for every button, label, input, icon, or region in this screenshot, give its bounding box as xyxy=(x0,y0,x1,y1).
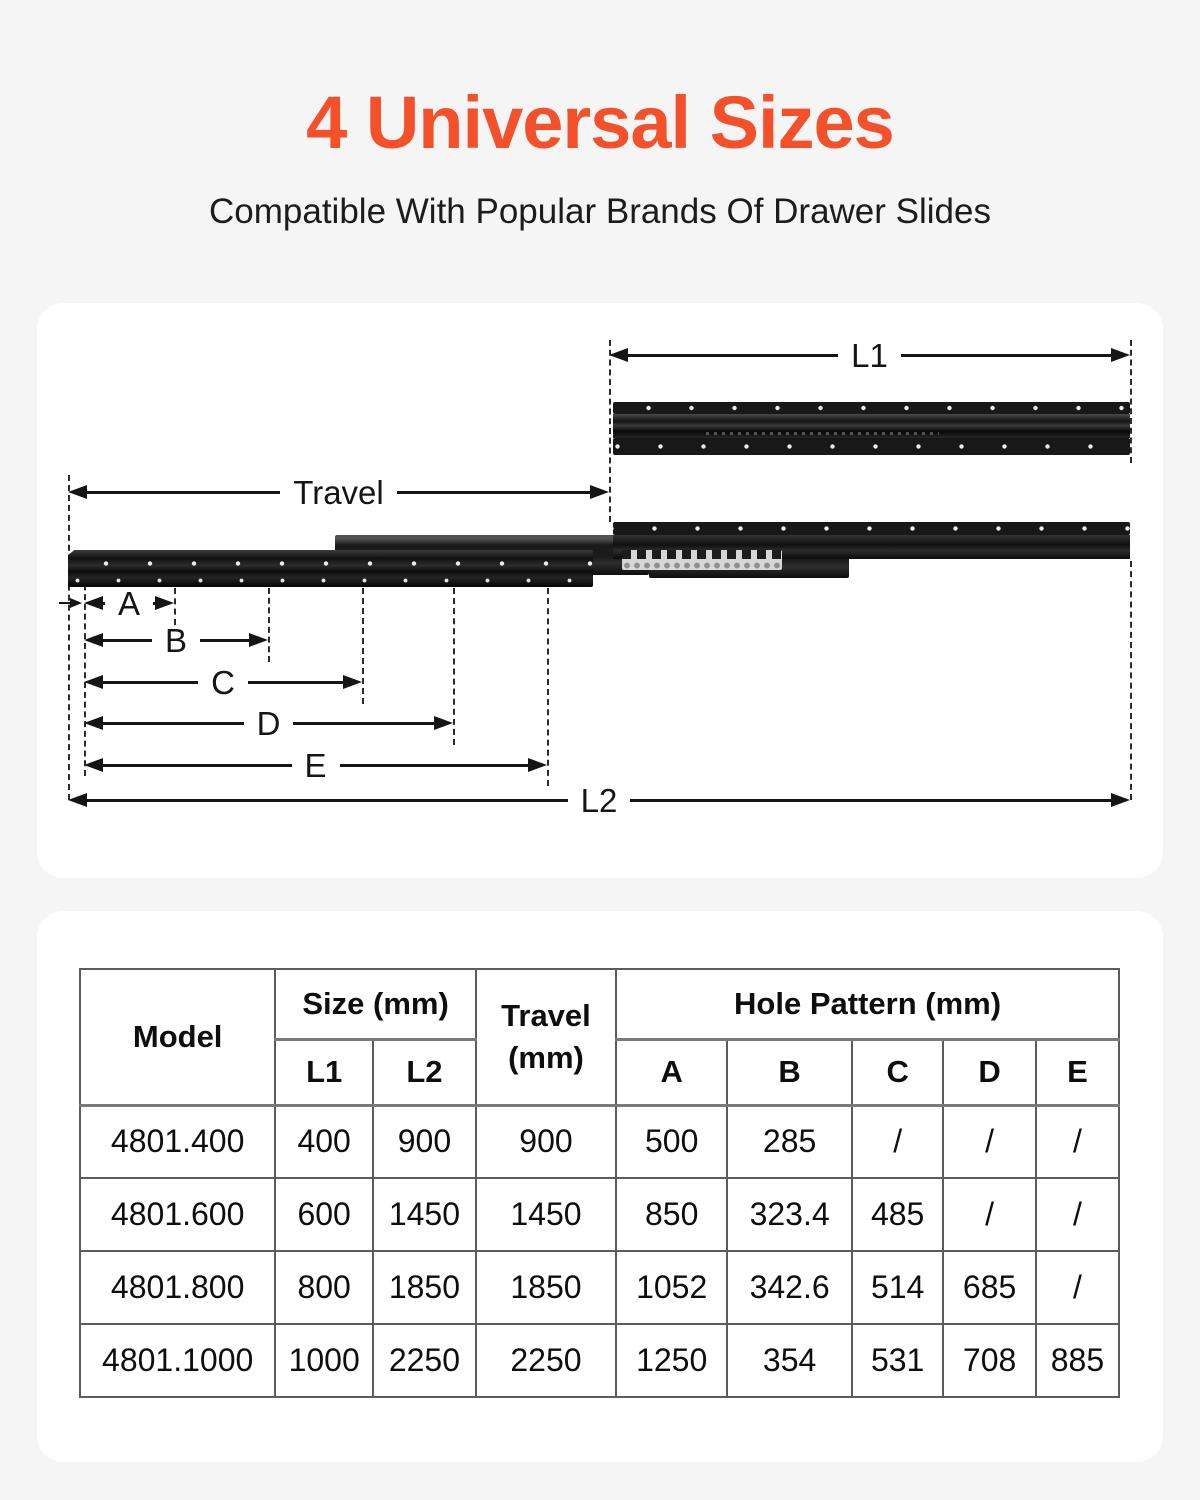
spec-table-card xyxy=(37,911,1163,1462)
extension-line-travel-left xyxy=(68,475,70,800)
spec-table xyxy=(79,968,1120,1398)
header-b: B xyxy=(727,1039,852,1105)
cell-a: 1250 xyxy=(616,1324,727,1397)
extension-line-l1-right xyxy=(1130,340,1132,463)
slide-top-flange xyxy=(613,402,1130,414)
cell-travel: 900 xyxy=(476,1105,616,1178)
dimension-a-label: A xyxy=(118,584,141,622)
extension-line-l2-right xyxy=(1130,561,1132,800)
cell-d: 708 xyxy=(943,1324,1035,1397)
arrowhead-right-icon xyxy=(155,596,174,610)
cell-d: / xyxy=(943,1105,1035,1178)
cell-c: 531 xyxy=(852,1324,943,1397)
arrowhead-left-icon xyxy=(84,716,103,730)
cell-e: / xyxy=(1036,1251,1119,1324)
arrowhead-right-icon xyxy=(528,758,547,772)
extension-line-l1-left xyxy=(609,340,611,522)
header-l2: L2 xyxy=(373,1039,476,1105)
ball-bearing-strip xyxy=(622,550,782,570)
arrowhead-left-icon xyxy=(609,348,628,362)
dimension-b-label: B xyxy=(165,621,188,659)
arrowhead-left-icon xyxy=(84,596,103,610)
cell-travel: 1450 xyxy=(476,1178,616,1251)
arrowhead-left-icon xyxy=(84,675,103,689)
dimension-c-label: C xyxy=(211,663,235,701)
slide-bottom-flange xyxy=(613,438,1130,455)
table-row xyxy=(80,1178,1119,1251)
table-header-row-1 xyxy=(80,969,1119,1039)
cell-l1: 600 xyxy=(275,1178,373,1251)
arrowhead-left-icon xyxy=(84,633,103,647)
dimension-travel-label: Travel xyxy=(293,473,384,511)
dimension-e-label: E xyxy=(304,746,327,784)
header-l1: L1 xyxy=(275,1039,373,1105)
cell-e: 885 xyxy=(1036,1324,1119,1397)
cell-model: 4801.1000 xyxy=(80,1324,275,1397)
header-size-group: Size (mm) xyxy=(275,969,476,1039)
page-title: 4 Universal Sizes xyxy=(306,81,894,164)
table-row xyxy=(80,1251,1119,1324)
cell-d: 685 xyxy=(943,1251,1035,1324)
cell-a: 850 xyxy=(616,1178,727,1251)
arrowhead-left-icon xyxy=(68,793,87,807)
cell-b: 285 xyxy=(727,1105,852,1178)
dimension-d-label: D xyxy=(256,704,281,742)
slide-drawer-member xyxy=(68,550,593,587)
arrowhead-right-icon xyxy=(343,675,362,689)
drawer-slide-closed xyxy=(613,402,1130,455)
table-row xyxy=(80,1324,1119,1397)
diagram-card xyxy=(37,303,1163,878)
cell-b: 323.4 xyxy=(727,1178,852,1251)
arrowhead-right-icon xyxy=(1111,793,1130,807)
cell-l2: 1850 xyxy=(373,1251,476,1324)
header-hole-pattern-group: Hole Pattern (mm) xyxy=(616,969,1119,1039)
header-model: Model xyxy=(80,969,275,1105)
header-travel: Travel (mm) xyxy=(476,969,616,1105)
cell-c: / xyxy=(852,1105,943,1178)
arrowhead-left-icon xyxy=(84,758,103,772)
cell-e: / xyxy=(1036,1178,1119,1251)
cell-model: 4801.600 xyxy=(80,1178,275,1251)
page-subtitle: Compatible With Popular Brands Of Drawer Slides xyxy=(209,192,991,231)
extension-line-e-end xyxy=(547,588,549,786)
cabinet-member-flange xyxy=(613,522,1130,535)
dimension-l2-label: L2 xyxy=(580,781,618,819)
cell-l2: 2250 xyxy=(373,1324,476,1397)
arrowhead-right-icon xyxy=(434,716,453,730)
arrowhead-right-icon xyxy=(1111,348,1130,362)
cell-model: 4801.800 xyxy=(80,1251,275,1324)
cell-d: / xyxy=(943,1178,1035,1251)
cell-travel: 1850 xyxy=(476,1251,616,1324)
header-e: E xyxy=(1036,1039,1119,1105)
cell-c: 514 xyxy=(852,1251,943,1324)
slide-mid-holes xyxy=(706,432,939,435)
cell-l1: 800 xyxy=(275,1251,373,1324)
cell-b: 342.6 xyxy=(727,1251,852,1324)
extension-line-d-end xyxy=(453,588,455,745)
cell-l1: 1000 xyxy=(275,1324,373,1397)
header-a: A xyxy=(616,1039,727,1105)
cell-e: / xyxy=(1036,1105,1119,1178)
extension-line-hole-start xyxy=(84,555,86,776)
extension-line-b-end xyxy=(268,588,270,662)
extension-line-a-end xyxy=(174,588,176,625)
table-row xyxy=(80,1105,1119,1178)
cell-b: 354 xyxy=(727,1324,852,1397)
cell-l1: 400 xyxy=(275,1105,373,1178)
cell-l2: 1450 xyxy=(373,1178,476,1251)
arrowhead-right-icon xyxy=(590,485,609,499)
cell-a: 500 xyxy=(616,1105,727,1178)
arrowhead-right-icon xyxy=(249,633,268,647)
extension-line-c-end xyxy=(362,588,364,704)
header-d: D xyxy=(943,1039,1035,1105)
cell-c: 485 xyxy=(852,1178,943,1251)
arrowhead-left-icon xyxy=(68,485,87,499)
cell-l2: 900 xyxy=(373,1105,476,1178)
cell-a: 1052 xyxy=(616,1251,727,1324)
cell-model: 4801.400 xyxy=(80,1105,275,1178)
cell-travel: 2250 xyxy=(476,1324,616,1397)
arrowhead-right-icon xyxy=(70,598,82,608)
header-c: C xyxy=(852,1039,943,1105)
dimension-l1-label: L1 xyxy=(851,336,888,374)
